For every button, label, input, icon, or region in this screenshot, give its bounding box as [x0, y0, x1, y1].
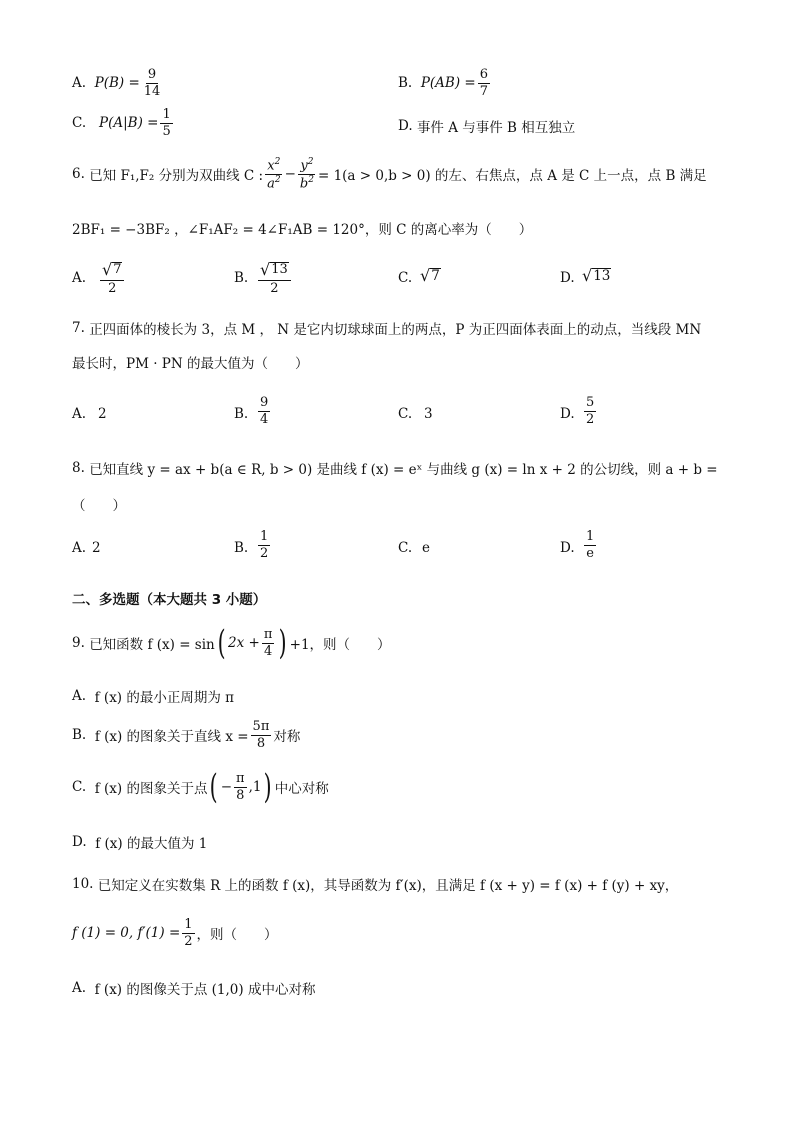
q8-stem-line1	[72, 458, 718, 478]
stem-text: = 1(a > 0,b > 0) 的左、右焦点，点 A 是 C 上一点，点 B 满足	[317, 168, 707, 185]
stem-text: 最长时，PM · PN 的最大值为（ ）	[72, 356, 309, 372]
section-heading: 二、多选题（本大题共 3 小题）	[72, 592, 267, 608]
option-text: f (x) 的图像关于点 (1,0) 成中心对称	[94, 982, 316, 998]
q6-stem-line1: 6. 已知 F₁,F₂ 分别为双曲线 C : $\frac{x^2}{a^2}$ − $\frac{y^2}{b^2}$ = 1(a > 0,b > 0) 的左、右焦点，点 A 是 C 上一点，点 B 满足	[72, 157, 707, 192]
option-label: D.	[560, 540, 575, 556]
question-number: 7.	[72, 320, 85, 336]
option-label: C.	[398, 406, 413, 422]
option-a-value: 2	[92, 540, 101, 556]
option-text: 事件 A 与事件 B 相互独立	[416, 120, 576, 136]
option-d-value: $\frac{1}{e}$	[586, 529, 595, 561]
q10-stem-line2	[72, 918, 278, 948]
stem-text: ，则（ ）	[196, 927, 278, 944]
option-label: B.	[234, 270, 249, 286]
option-text: f (x) 的最大值为 1	[95, 836, 208, 852]
option-label: A.	[72, 980, 87, 996]
option-a-value: √ 7 2	[100, 262, 124, 295]
option-c-value: 3	[424, 406, 433, 422]
option-label: C.	[398, 540, 413, 556]
option-d-value: $\frac{5}{2}$	[586, 395, 595, 427]
option-label: C.	[398, 270, 413, 286]
option-label: D.	[72, 834, 87, 850]
q9-option-c: C. f (x) 的图象关于点 ( − $\frac{\pi}{8}$ ,1 ) 中心对称	[72, 767, 329, 807]
question-number: 10.	[72, 876, 94, 892]
option-label: A.	[72, 406, 87, 422]
option-label: B.	[72, 727, 87, 744]
q9-option-b	[72, 720, 300, 750]
stem-text: 已知函数 f (x) = sin	[89, 637, 215, 653]
option-label: B.	[234, 406, 249, 422]
fraction: $\frac{y^2}{b^2}$	[299, 157, 314, 192]
q9-stem: 9. 已知函数 f (x) = sin ( 2x + $\frac{\pi}{4}$ ) +1，则（ ）	[72, 623, 391, 663]
q6-stem-line2	[72, 218, 532, 238]
option-label: D.	[560, 406, 575, 422]
option-c-value: e	[422, 540, 430, 556]
q10-stem-line1	[72, 874, 678, 894]
stem-text: 已知 F₁,F₂ 分别为双曲线 C :	[89, 168, 264, 185]
option-expr: P(AB) =	[420, 75, 476, 92]
option-expr: P(A|B) =	[99, 115, 159, 132]
q8-stem-line2	[72, 494, 126, 514]
stem-text: +1，则（ ）	[289, 637, 391, 653]
option-label: D.	[560, 270, 575, 286]
option-label: D.	[398, 118, 413, 134]
q5-option-a	[72, 68, 164, 98]
stem-text: f (1) = 0, f′(1) =	[72, 925, 181, 942]
option-label: A.	[72, 75, 87, 92]
fraction: $\frac{\pi}{8}$	[236, 770, 245, 803]
q5-option-d	[398, 116, 575, 136]
option-text: 中心对称	[274, 781, 329, 797]
fraction: $\frac{5\pi}{8}$	[252, 719, 270, 751]
q9-option-d	[72, 832, 207, 852]
fraction: $\frac{x^2}{a^2}$	[267, 157, 281, 192]
fraction: $\frac{\pi}{4}$	[263, 626, 273, 659]
question-number: 9.	[72, 635, 85, 651]
question-number: 6.	[72, 166, 85, 183]
option-label: A.	[72, 540, 87, 556]
option-label: A.	[72, 688, 87, 704]
option-c-value: √ 7	[420, 266, 440, 285]
option-text: f (x) 的图象关于直线 x =	[94, 729, 249, 746]
q5-option-b	[398, 68, 492, 98]
stem-text: 已知定义在实数集 R 上的函数 f (x)，其导函数为 f′(x)，且满足 f (x + y) = f (x) + f (y) + xy，	[97, 878, 679, 894]
question-number: 8.	[72, 460, 85, 476]
q7-stem-line1	[72, 318, 701, 338]
q9-option-a	[72, 686, 234, 706]
option-text: f (x) 的图象关于点	[94, 781, 208, 797]
stem-text: 2BF₁ = −3BF₂ ，∠F₁AF₂ = 4∠F₁AB = 120°，则 C 的离心率为（ ）	[72, 222, 533, 238]
option-a-value: 2	[98, 406, 107, 422]
option-b-value: √ 13 2	[258, 262, 291, 295]
fraction: $\frac{1}{5}$	[162, 107, 171, 139]
option-b-value: $\frac{1}{2}$	[260, 529, 269, 561]
option-label: B.	[398, 75, 413, 92]
option-label: C.	[72, 115, 87, 132]
q7-stem-line2	[72, 352, 308, 372]
option-label: C.	[72, 779, 87, 795]
option-b-value: $\frac{9}{4}$	[260, 395, 269, 427]
stem-text: （ ）	[72, 498, 126, 514]
stem-text: 2x +	[228, 635, 260, 651]
option-d-value: √ 13	[582, 266, 611, 285]
option-label: A.	[72, 270, 87, 286]
stem-text: 已知直线 y = ax + b(a ∈ R, b > 0) 是曲线 f (x) = eˣ 与曲线 g (x) = ln x + 2 的公切线，则 a + b =	[89, 462, 718, 478]
option-label: B.	[234, 540, 249, 556]
fraction: $\frac{6}{7}$	[479, 67, 488, 99]
stem-text: 正四面体的棱长为 3，点 M ， N 是它内切球球面上的两点，P 为正四面体表面上的动点，当线段 MN	[89, 322, 702, 338]
q5-option-c	[72, 108, 175, 138]
option-text: f (x) 的最小正周期为 π	[94, 690, 235, 706]
option-expr: P(B) =	[94, 75, 140, 92]
q10-option-a	[72, 978, 315, 998]
option-text: 对称	[273, 729, 301, 746]
fraction: $\frac{9}{14}$	[143, 67, 161, 99]
fraction: $\frac{1}{2}$	[184, 917, 193, 949]
